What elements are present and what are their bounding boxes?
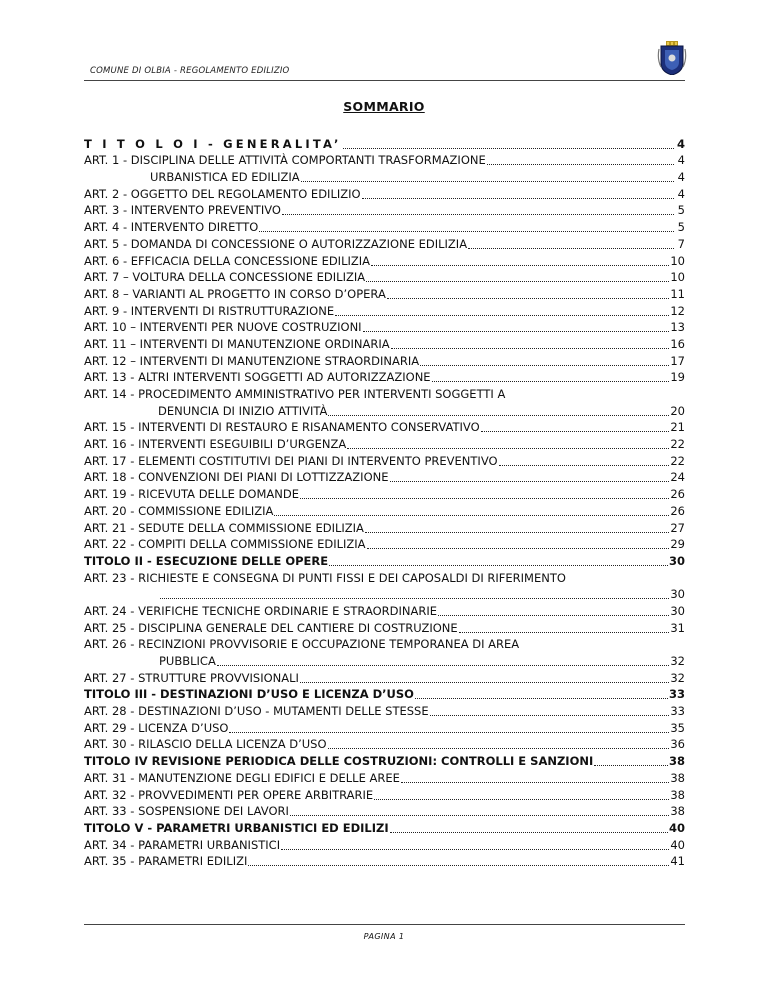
toc-entry [84,568,685,585]
toc-entry-label: ART. 17 - ELEMENTI COSTITUTIVI DEI PIANI DI INTERVENTO PREVENTIVO [84,453,498,468]
toc-entry-label: ART. 18 - CONVENZIONI DEI PIANI DI LOTTIZZAZIONE [84,470,389,485]
toc-entry [84,484,685,501]
toc-entry-page: 38 [668,754,685,769]
dot-leader [390,480,670,482]
toc-entry-page: 20 [670,403,685,418]
toc-entry-page: 41 [670,854,685,869]
toc-entry [84,735,685,752]
dot-leader [347,447,669,449]
dot-leader [459,631,670,633]
toc-entry-label: ART. 33 - SOSPENSIONE DEI LAVORI [84,804,289,819]
toc-entry-page: 33 [668,687,685,702]
toc-entry-label: ART. 26 - RECINZIONI PROVVISORIE E OCCUPAZIONE TEMPORANEA DI AREA [84,637,520,652]
toc-entry [84,818,685,835]
toc-entry-page: 26 [670,487,685,502]
dot-leader [328,414,669,416]
toc-entry [84,651,685,668]
dot-leader [499,464,670,466]
toc-entry-page: 27 [670,520,685,535]
toc-entry-label: ART. 10 – INTERVENTI PER NUOVE COSTRUZIONI [84,320,362,335]
toc-entry-label: ART. 27 - STRUTTURE PROVVISIONALI [84,670,299,685]
toc-entry-label: ART. 9 - INTERVENTI DI RISTRUTTURAZIONE [84,303,335,318]
toc-entry-label: ART. 35 - PARAMETRI EDILIZI [84,854,248,869]
toc-entry-page: 30 [670,603,685,618]
header-rule [84,80,685,81]
toc-entry [84,368,685,385]
dot-leader [387,297,670,299]
dot-leader [366,280,669,282]
toc-entry-label: ART. 14 - PROCEDIMENTO AMMINISTRATIVO PER INTERVENTI SOGGETTI A [84,387,506,401]
dot-leader [328,747,670,749]
dot-leader [274,514,669,516]
toc-entry [84,167,685,184]
dot-leader [248,864,669,866]
toc-entry-page: 40 [668,820,685,835]
dot-leader [300,497,669,499]
dot-leader [290,814,669,816]
toc-entry [84,234,685,251]
toc-entry [84,601,685,618]
toc-entry [84,468,685,485]
toc-entry-page: 10 [670,270,685,285]
toc-entry-label: ART. 24 - VERIFICHE TECNICHE ORDINARIE E STRAORDINARIE [84,603,438,618]
toc-entry [84,802,685,819]
toc-entry-page: 33 [670,704,685,719]
toc-entry [84,585,685,602]
toc-entry-page: 5 [677,203,685,218]
dot-leader [362,197,674,199]
toc-entry [84,184,685,201]
toc-entry-label: ART. 23 - RICHIESTE E CONSEGNA DI PUNTI FISSI E DEI CAPOSALDI DI RIFERIMENTO [84,570,566,585]
toc-entry-label: ART. 31 - MANUTENZIONE DEGLI EDIFICI E DELLE AREE [84,770,400,785]
dot-leader [415,697,668,699]
toc-entry-page: 4 [677,153,685,168]
toc-entry [84,501,685,518]
toc-entry-label: ART. 15 - INTERVENTI DI RESTAURO E RISANAMENTO CONSERVATIVO [84,420,480,435]
toc-entry-label: ART. 3 - INTERVENTO PREVENTIVO [84,203,281,218]
dot-leader [430,714,670,716]
toc-entry [84,284,685,301]
toc-entry [84,451,685,468]
dot-leader [281,848,669,850]
toc-entry-label: ART. 25 - DISCIPLINA GENERALE DEL CANTIERE DI COSTRUZIONE [84,620,458,635]
toc-entry-label: ART. 16 - INTERVENTI ESEGUIBILI D’URGENZA [84,437,347,452]
toc-entry-label: ART. 1 - DISCIPLINA DELLE ATTIVITÀ COMPORTANTI TRASFORMAZIONE [84,153,486,168]
dot-leader [343,147,674,149]
toc-entry [84,151,685,168]
dot-leader [438,614,669,616]
toc-entry [84,201,685,218]
dot-leader [401,781,669,783]
toc-entry-page: 12 [670,303,685,318]
toc-entry [84,535,685,552]
dot-leader [420,364,669,366]
toc-entry [84,718,685,735]
toc-entry-label: ART. 11 – INTERVENTI DI MANUTENZIONE ORDINARIA [84,336,390,351]
running-header: COMUNE DI OLBIA - REGOLAMENTO EDILIZIO [90,66,290,76]
toc-entry-label: T I T O L O I - GENERALITA’ [84,136,342,151]
page-title: SOMMARIO [343,99,425,114]
page-footer: PAGINA 1 [363,932,405,941]
toc-entry-label: ART. 5 - DOMANDA DI CONCESSIONE O AUTORIZZAZIONE EDILIZIA [84,236,468,251]
toc-entry-page: 21 [670,420,685,435]
toc-entry [84,434,685,451]
city-crest-icon [657,41,687,75]
toc-entry-page: 13 [670,320,685,335]
toc-entry-page: 31 [670,620,685,635]
dot-leader [374,798,669,800]
toc-entry [84,401,685,418]
dot-leader [432,380,670,382]
dot-leader [481,430,670,432]
toc-entry-page: 17 [670,353,685,368]
toc-entry [84,835,685,852]
toc-entry-label: ART. 34 - PARAMETRI URBANISTICI [84,837,281,852]
toc-entry-page: 38 [670,804,685,819]
toc-entry-page: 38 [670,770,685,785]
toc-entry-page: 40 [670,837,685,852]
dot-leader [259,230,674,232]
toc-entry-label: ART. 7 – VOLTURA DELLA CONCESSIONE EDILIZIA [84,270,366,285]
toc-entry-page: 30 [670,587,685,602]
dot-leader [301,180,674,182]
toc-entry-label: DENUNCIA DI INIZIO ATTIVITÀ [158,403,328,418]
toc-entry-page: 7 [677,236,685,251]
toc-entry [84,418,685,435]
toc-entry [84,134,685,151]
dot-leader [282,213,674,215]
dot-leader [217,664,670,666]
toc-entry-page: 35 [670,720,685,735]
dot-leader [468,247,674,249]
toc-entry-label: ART. 20 - COMMISSIONE EDILIZIA [84,503,274,518]
toc-entry [84,301,685,318]
dot-leader [160,597,669,599]
toc-entry-label: TITOLO V - PARAMETRI URBANISTICI ED EDILIZI [84,820,389,835]
dot-leader [329,564,668,566]
toc-entry [84,518,685,535]
toc-entry-label: ART. 8 – VARIANTI AL PROGETTO IN CORSO D’OPERA [84,286,386,301]
dot-leader [365,531,669,533]
toc-entry [84,268,685,285]
dot-leader [391,347,670,349]
toc-entry [84,334,685,351]
dot-leader [487,163,674,165]
toc-entry-page: 22 [670,453,685,468]
toc-entry [84,318,685,335]
toc-entry-label: ART. 13 - ALTRI INTERVENTI SOGGETTI AD AUTORIZZAZIONE [84,370,431,385]
toc-entry [84,618,685,635]
toc-entry-label: ART. 32 - PROVVEDIMENTI PER OPERE ARBITRARIE [84,787,374,802]
toc-entry-label: ART. 30 - RILASCIO DELLA LICENZA D’USO [84,737,327,752]
dot-leader [594,764,668,766]
dot-leader [390,831,668,833]
toc-entry-page: 32 [670,654,685,668]
toc-entry-page: 30 [668,553,685,568]
toc-entry-label: ART. 4 - INTERVENTO DIRETTO [84,220,259,235]
toc-entry-page: 19 [670,370,685,385]
dot-leader [229,731,669,733]
toc-entry [84,217,685,234]
toc-entry [84,685,685,702]
dot-leader [300,681,669,683]
toc-entry [84,785,685,802]
toc-entry [84,852,685,869]
toc-entry [84,751,685,768]
table-of-contents [84,134,685,868]
toc-entry [84,251,685,268]
toc-entry-label: ART. 21 - SEDUTE DELLA COMMISSIONE EDILIZIA [84,520,364,535]
toc-entry-label: ART. 28 - DESTINAZIONI D’USO - MUTAMENTI DELLE STESSE [84,704,429,719]
dot-leader [335,314,669,316]
toc-entry-page: 22 [670,437,685,452]
toc-entry-page: 32 [670,670,685,685]
toc-entry [84,768,685,785]
toc-entry-label: ART. 19 - RICEVUTA DELLE DOMANDE [84,487,299,502]
toc-entry-label: TITOLO IV REVISIONE PERIODICA DELLE COSTRUZIONI: CONTROLLI E SANZIONI [84,754,594,769]
toc-entry [84,384,685,401]
toc-entry-label: ART. 6 - EFFICACIA DELLA CONCESSIONE EDILIZIA [84,253,371,268]
dot-leader [371,264,669,266]
dot-leader [363,330,670,332]
toc-entry-page: 10 [670,253,685,268]
toc-entry-page: 26 [670,503,685,518]
toc-entry [84,351,685,368]
toc-entry-label: TITOLO II - ESECUZIONE DELLE OPERE [84,553,329,568]
toc-entry-label: ART. 29 - LICENZA D’USO [84,720,229,735]
toc-entry-page: 11 [670,286,685,301]
toc-entry [84,635,685,652]
toc-entry-label: ART. 22 - COMPITI DELLA COMMISSIONE EDILIZIA [84,537,366,552]
toc-entry-page: 16 [670,336,685,351]
toc-entry-label: ART. 2 - OGGETTO DEL REGOLAMENTO EDILIZIO [84,186,361,201]
toc-entry-page: 4 [677,186,685,201]
toc-entry [84,551,685,568]
dot-leader [367,547,670,549]
toc-entry-page: 38 [670,787,685,802]
toc-entry-label: ART. 12 – INTERVENTI DI MANUTENZIONE STRAORDINARIA [84,353,420,368]
toc-entry [84,668,685,685]
toc-entry-label: URBANISTICA ED EDILIZIA [150,170,300,185]
toc-entry-page: 4 [676,136,685,151]
toc-entry-page: 36 [670,737,685,752]
footer-rule [84,924,685,925]
toc-entry-page: 5 [677,220,685,235]
toc-entry-page: 29 [670,537,685,552]
toc-entry-page: 4 [677,170,685,185]
toc-entry-label: TITOLO III - DESTINAZIONI D’USO E LICENZA D’USO [84,687,414,702]
toc-entry-label: PUBBLICA [159,654,216,668]
toc-entry [84,701,685,718]
toc-entry-page: 24 [670,470,685,485]
